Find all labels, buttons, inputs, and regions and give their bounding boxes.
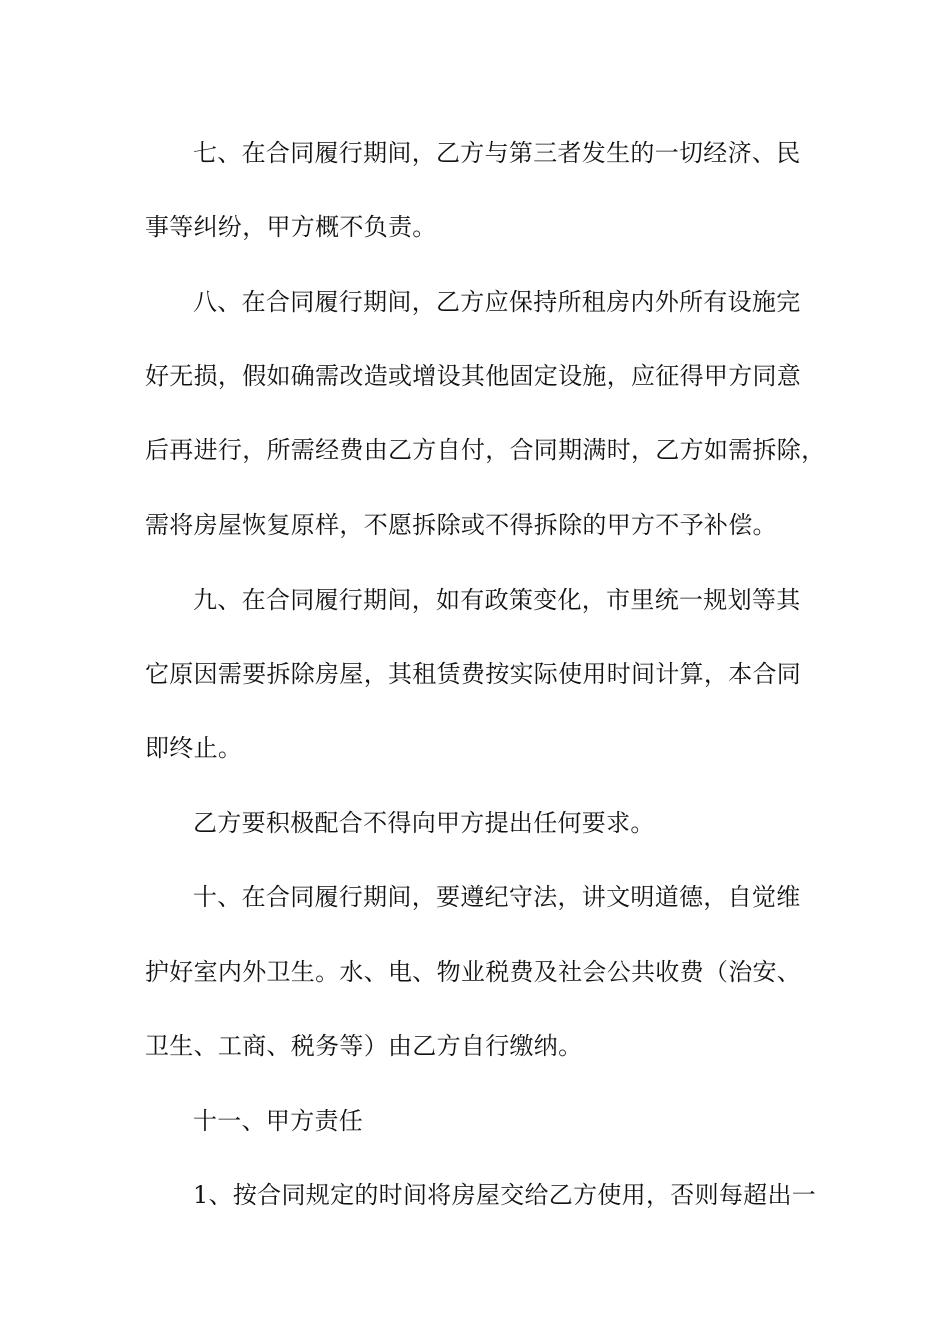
clause-10-line-2: 护好室内外卫生。水、电、物业税费及社会公共收费（治安、	[145, 958, 802, 986]
clause-8-line-1: 八、在合同履行期间，乙方应保持所租房内外所有设施完	[193, 288, 801, 316]
clause-7-line-2: 事等纠纷，甲方概不负责。	[145, 213, 437, 241]
clause-8-line-2: 好无损，假如确需改造或增设其他固定设施，应征得甲方同意	[145, 362, 802, 390]
clause-10-line-1: 十、在合同履行期间，要遵纪守法，讲文明道德，自觉维	[193, 883, 801, 911]
clause-9-line-1: 九、在合同履行期间，如有政策变化，市里统一规划等其	[193, 586, 801, 614]
clause-11-item-1: 1、按合同规定的时间将房屋交给乙方使用，否则每超出一	[193, 1181, 817, 1209]
clause-8-line-4: 需将房屋恢复原样，不愿拆除或不得拆除的甲方不予补偿。	[145, 511, 777, 539]
cooperation-line: 乙方要积极配合不得向甲方提出任何要求。	[193, 809, 655, 837]
clause-8-line-3: 后再进行，所需经费由乙方自付，合同期满时，乙方如需拆除，	[145, 436, 826, 464]
clause-9-line-3: 即终止。	[145, 734, 243, 762]
clause-7-line-1: 七、在合同履行期间，乙方与第三者发生的一切经济、民	[193, 139, 801, 167]
clause-9-line-2: 它原因需要拆除房屋，其租赁费按实际使用时间计算，本合同	[145, 660, 802, 688]
clause-10-line-3: 卫生、工商、税务等）由乙方自行缴纳。	[145, 1032, 583, 1060]
clause-11-heading: 十一、甲方责任	[193, 1107, 364, 1135]
